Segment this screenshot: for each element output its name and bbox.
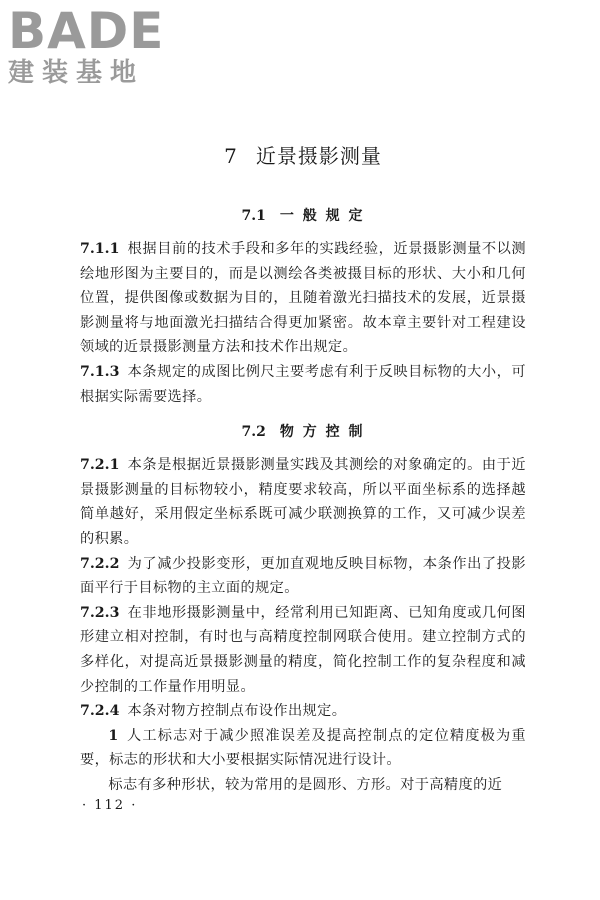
section-number: 7.2 (241, 424, 266, 441)
clause-paragraph (80, 360, 526, 409)
item-text: 人工标志对于减少照准误差及提高控制点的定位精度极为重要，标志的形状和大小要根据实际情况进行设计。 (80, 727, 526, 769)
chapter-title-text: 近景摄影测量 (255, 144, 382, 168)
chapter-number: 7 (224, 144, 238, 168)
section-title (80, 205, 526, 225)
clause-paragraph (80, 552, 526, 601)
clause-text: 根据目前的技术手段和多年的实践经验，近景摄影测量不以测绘地形图为主要目的，而是以测绘各类被摄目标的形状、大小和几何位置，提供图像或数据为目的，且随着激光扫描技术的发展，近景摄影测量将与地面激光扫描结合得更加紧密。故本章主要针对工程建设领域的近景摄影测量方法和技术作出规定。 (80, 241, 526, 356)
continuation-text: 标志有多种形状，较为常用的是圆形、方形。对于高精度的近 (108, 776, 503, 793)
clause-text: 为了减少投影变形，更加直观地反映目标物，本条作出了投影面平行于目标物的主立面的规定。 (80, 555, 526, 597)
item-paragraph (80, 724, 526, 773)
clause-text: 本条是根据近景摄影测量实践及其测绘的对象确定的。由于近景摄影测量的目标物较小，精度要求较高，所以平面坐标系的选择越简单越好，采用假定坐标系既可减少联测换算的工作，又可减少误差的积累。 (80, 457, 526, 547)
clause-number: 7.1.1 (80, 241, 120, 257)
continuation-paragraph (80, 773, 526, 798)
clause-number: 7.2.3 (80, 604, 120, 621)
page-number: · 112 · (82, 798, 138, 813)
clause-number: 7.2.4 (80, 703, 120, 720)
clause-paragraph (80, 453, 526, 551)
clause-text: 本条对物方控制点布设作出规定。 (127, 703, 347, 720)
clause-text: 在非地形摄影测量中，经常利用已知距离、已知角度或几何图形建立相对控制，有时也与高精度控制网联合使用。建立控制方式的多样化，对提高近景摄影测量的精度，简化控制工作的复杂程度和减少控制的工作量作用明显。 (80, 604, 526, 695)
clause-paragraph (80, 601, 526, 699)
section-title-text: 物 方 控 制 (279, 424, 365, 441)
logo-wordmark: BADE (8, 2, 165, 60)
section-title-text: 一 般 规 定 (279, 208, 365, 224)
section-number: 7.1 (241, 208, 266, 224)
logo-subtitle: 建装基地 (8, 58, 145, 88)
publisher-logo (8, 4, 180, 88)
chapter-title (80, 140, 526, 169)
clause-text: 本条规定的成图比例尺主要考虑有利于反映目标物的大小，可根据实际需要选择。 (80, 363, 526, 405)
clause-number: 7.2.2 (80, 555, 120, 572)
clause-number: 7.1.3 (80, 363, 120, 380)
clause-paragraph (80, 237, 526, 360)
page-body (80, 140, 526, 797)
section-title (80, 421, 526, 441)
clause-paragraph (80, 699, 526, 724)
clause-number: 7.2.1 (80, 457, 120, 474)
item-number: 1 (108, 727, 119, 744)
